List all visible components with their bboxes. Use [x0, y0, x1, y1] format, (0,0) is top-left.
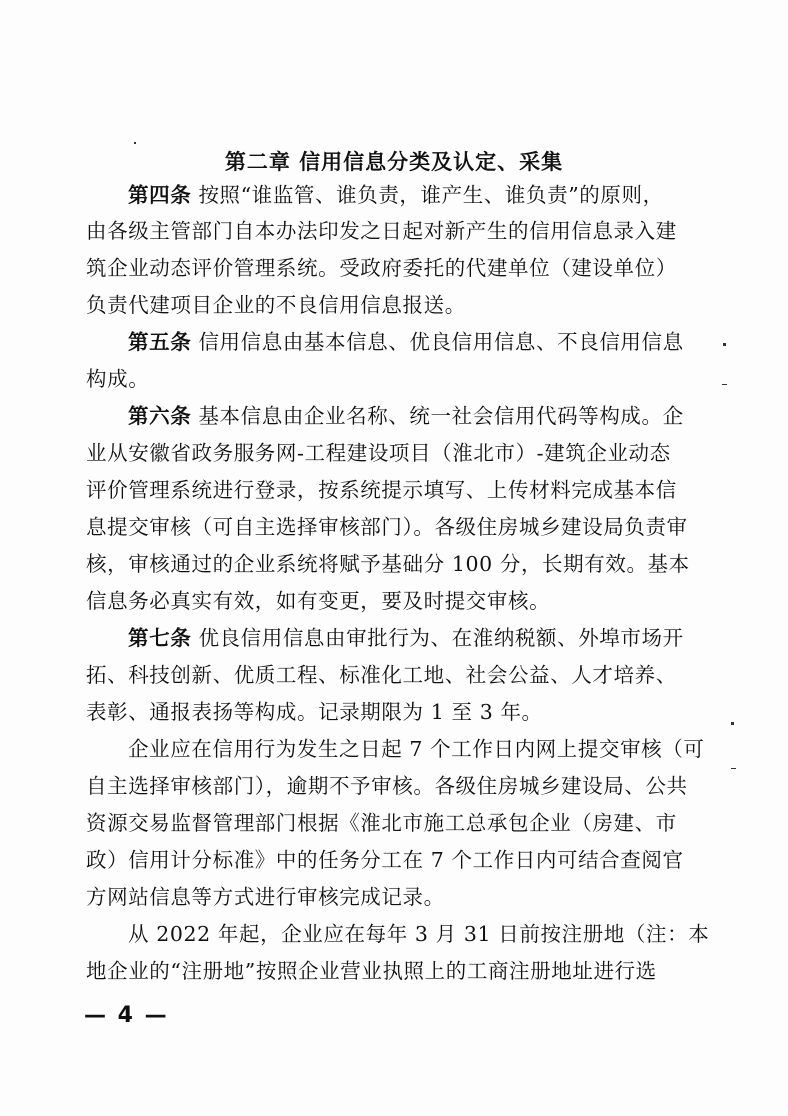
scan-speck [723, 343, 726, 346]
article-text: 信用信息由基本信息、优良信用信息、不良信用信息 [198, 330, 684, 354]
paragraph-2-line-1: 从 2022 年起，企业应在每年 3 月 31 日前按注册地（注：本 [128, 922, 710, 946]
article-6-line-3: 评价管理系统进行登录，按系统提示填写、上传材料完成基本信 [86, 478, 677, 502]
article-label: 第七条 [128, 626, 192, 650]
article-7-line-3: 表彰、通报表扬等构成。记录期限为 1 至 3 年。 [86, 700, 543, 724]
article-7-line-2: 拓、科技创新、优质工程、标准化工地、社会公益、人才培养、 [86, 663, 677, 687]
article-4-line-2: 由各级主管部门自本办法印发之日起对新产生的信用信息录入建 [86, 219, 677, 243]
article-5-line-2: 构成。 [86, 367, 150, 391]
article-6-line-1 [128, 403, 684, 429]
paragraph-1-line-1: 企业应在信用行为发生之日起 7 个工作日内网上提交审核（可 [128, 737, 705, 761]
article-6-line-4: 息提交审核（可自主选择审核部门）。各级住房城乡建设局负责审 [86, 515, 688, 539]
paragraph-1-line-3: 资源交易监督管理部门根据《淮北市施工总承包企业（房建、市 [86, 811, 677, 835]
article-6-line-6: 信息务必真实有效，如有变更，要及时提交审核。 [86, 589, 551, 613]
article-label: 第五条 [128, 330, 192, 354]
scan-speck [134, 142, 136, 144]
article-text: 优良信用信息由审批行为、在淮纳税额、外埠市场开 [198, 626, 684, 650]
paragraph-1-line-5: 方网站信息等方式进行审核完成记录。 [86, 885, 445, 909]
article-6-line-2: 业从安徽省政务服务网-工程建设项目（淮北市）-建筑企业动态 [86, 441, 671, 465]
scan-speck [731, 768, 736, 769]
paragraph-1-line-2: 自主选择审核部门），逾期不予审核。各级住房城乡建设局、公共 [86, 774, 688, 798]
paragraph-1-line-4: 政）信用计分标准》中的任务分工在 7 个工作日内可结合查阅官 [86, 848, 684, 872]
page-number: — 4 — [84, 1003, 169, 1028]
article-text: 按照“谁监管、谁负责，谁产生、谁负责”的原则， [198, 183, 664, 207]
article-label: 第四条 [128, 183, 192, 207]
article-6-line-5: 核，审核通过的企业系统将赋予基础分 100 分，长期有效。基本 [86, 552, 690, 576]
article-4-line-3: 筑企业动态评价管理系统。受政府委托的代建单位（建设单位） [86, 256, 677, 280]
scan-speck [722, 384, 727, 385]
paragraph-2-line-2: 地企业的“注册地”按照企业营业执照上的工商注册地址进行选 [86, 959, 657, 983]
article-4-line-1 [128, 182, 664, 208]
article-7-line-1 [128, 625, 684, 651]
chapter-title: 第二章 信用信息分类及认定、采集 [224, 150, 564, 174]
article-5-line-1 [128, 329, 684, 355]
article-text: 基本信息由企业名称、统一社会信用代码等构成。企 [198, 404, 684, 428]
article-label: 第六条 [128, 404, 192, 428]
scan-speck [731, 722, 734, 725]
article-4-line-4: 负责代建项目企业的不良信用信息报送。 [86, 293, 466, 317]
